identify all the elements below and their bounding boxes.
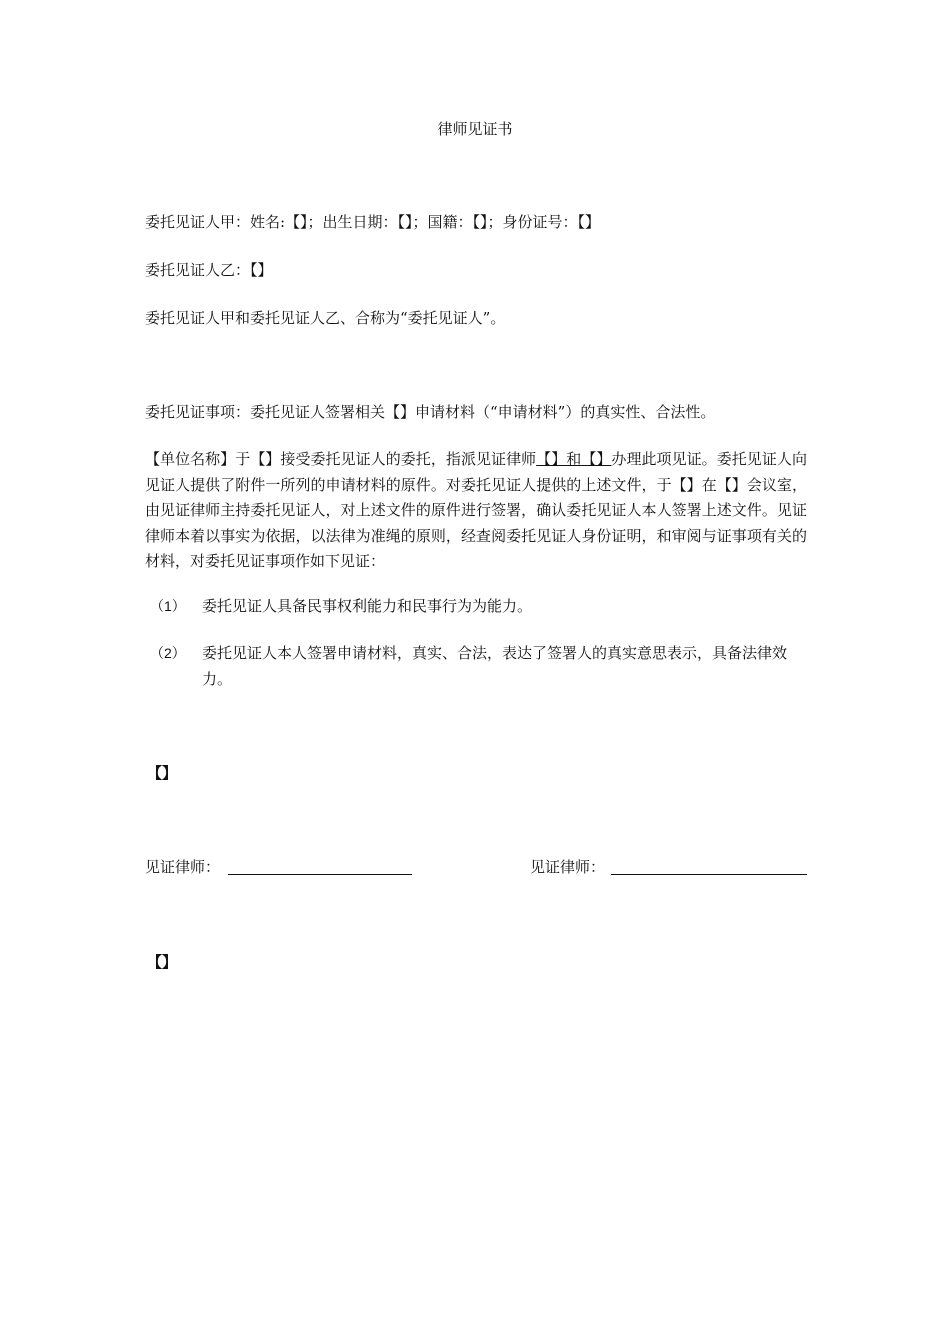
list-item-text: 委托见证人具备民事权利能力和民事行为为能力。 xyxy=(202,597,533,615)
list-item xyxy=(145,641,807,692)
and-text: 和 xyxy=(566,450,582,468)
document-title: 律师见证书 xyxy=(437,120,513,138)
entity-placeholder-bottom: 【】 xyxy=(147,953,178,971)
list-item-number: （1） xyxy=(150,598,186,614)
signature-line-left xyxy=(228,874,412,875)
matter-line: 委托见证事项：委托见证人签署相关【】申请材料（“申请材料”）的真实性、合法性。 xyxy=(145,403,716,421)
list-item-number: （2） xyxy=(150,645,186,661)
body-paragraph-start: 【单位名称】于【】接受委托见证人的委托，指派见证律师 xyxy=(145,450,537,468)
collective-line: 委托见证人甲和委托见证人乙、合称为“委托见证人”。 xyxy=(145,309,506,327)
signature-line-right xyxy=(611,874,807,875)
body-paragraph xyxy=(145,447,807,575)
entity-placeholder-top: 【】 xyxy=(147,764,178,782)
party-a-line: 委托见证人甲：姓名:【】；出生日期：【】；国籍：【】；身份证号：【】 xyxy=(145,213,601,231)
list-item-text: 委托见证人本人签署申请材料，真实、合法，表达了签署人的真实意思表示，具备法律效力。 xyxy=(202,644,788,688)
lawyer-two-placeholder: 【】 xyxy=(581,450,612,468)
sign-label-right: 见证律师： xyxy=(530,858,606,876)
party-b-line: 委托见证人乙：【】 xyxy=(145,261,273,279)
list-item xyxy=(145,594,807,620)
body-paragraph-rest: 办理此项见证。委托见证人向见证人提供了附件一所列的申请材料的原件。对委托见证人提供的上述文件，于【】在【】会议室，由见证律师主持委托见证人，对上述文件的原件进行签署，确认委托见证人本人签署上述文件。见证律师本着以事实为依据，以法律为准绳的原则，经查阅委托见证人身份证明，和审阅与证事项有关的材料，对委托见证事项作如下见证： xyxy=(145,450,807,570)
sign-label-left: 见证律师： xyxy=(145,858,221,876)
lawyer-one-placeholder: 【】 xyxy=(536,450,567,468)
